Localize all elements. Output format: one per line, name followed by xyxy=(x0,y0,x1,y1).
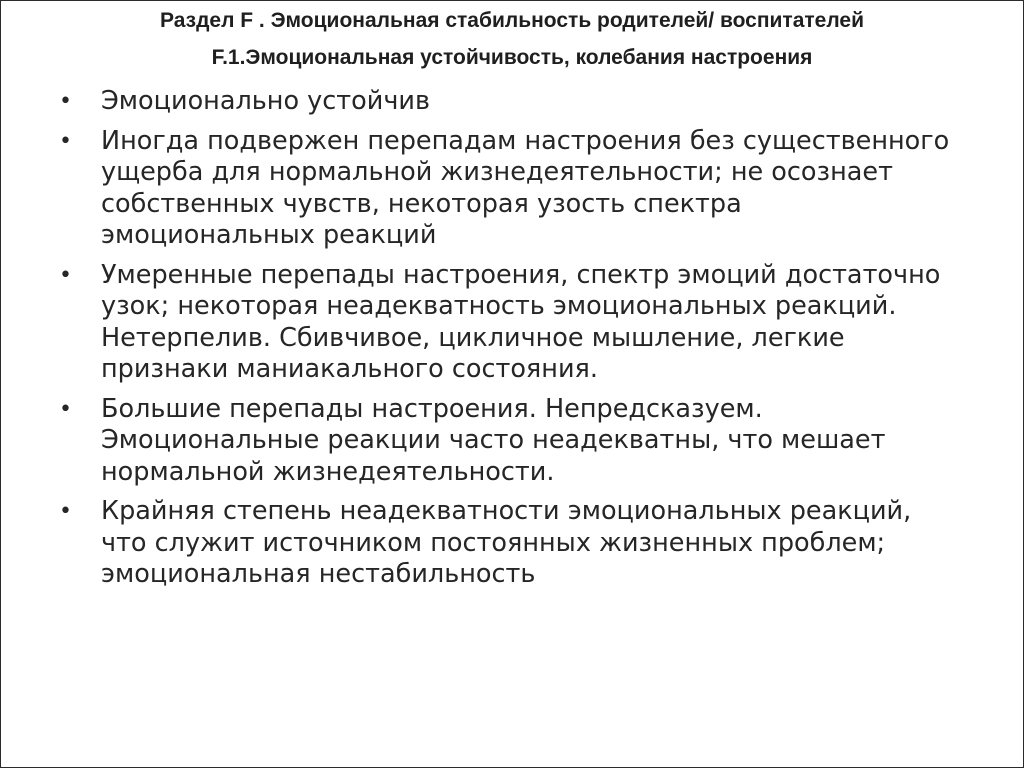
section-title: Раздел F . Эмоциональная стабильность родителей/ воспитателей xyxy=(159,9,864,32)
bullet-item-occasional-swings xyxy=(57,126,957,252)
bullet-icon: • xyxy=(59,128,72,154)
bullet-icon: • xyxy=(59,262,72,288)
bullet-text: Умеренные перепады настроения, спектр эмоций достаточно узок; некоторая неадекватность эмоциональных реакций. Нетерпелив. Сбивчивое, цикличное мышление, легкие признаки маниакального состояния. xyxy=(101,259,941,384)
bullet-icon: • xyxy=(59,499,72,524)
bullet-text: Большие перепады настроения. Непредсказуем. Эмоциональные реакции часто неадекватны, что мешает нормальной жизнедеятельности. xyxy=(101,393,886,487)
bullet-text: Эмоционально устойчив xyxy=(101,86,430,116)
subsection-title: F.1.Эмоциональная устойчивость, колебания настроения xyxy=(211,46,813,69)
bullet-icon: • xyxy=(59,396,72,422)
bullet-text: Иногда подвержен перепадам настроения без существенного ущерба для нормальной жизнедеятельности; не осознает собственных чувств, некоторая узость спектра эмоциональных реакций xyxy=(101,125,950,250)
bullet-item-stable xyxy=(57,86,957,118)
bullet-icon: • xyxy=(59,89,72,114)
bullet-text: Крайняя степень неадекватности эмоциональных реакций, что служит источником постоянных жизненных проблем; эмоциональная нестабильность xyxy=(101,496,912,589)
bullet-list xyxy=(57,86,957,599)
bullet-item-extreme-instability xyxy=(57,496,957,591)
bullet-item-moderate-swings xyxy=(57,260,957,386)
bullet-item-large-swings xyxy=(57,394,957,489)
